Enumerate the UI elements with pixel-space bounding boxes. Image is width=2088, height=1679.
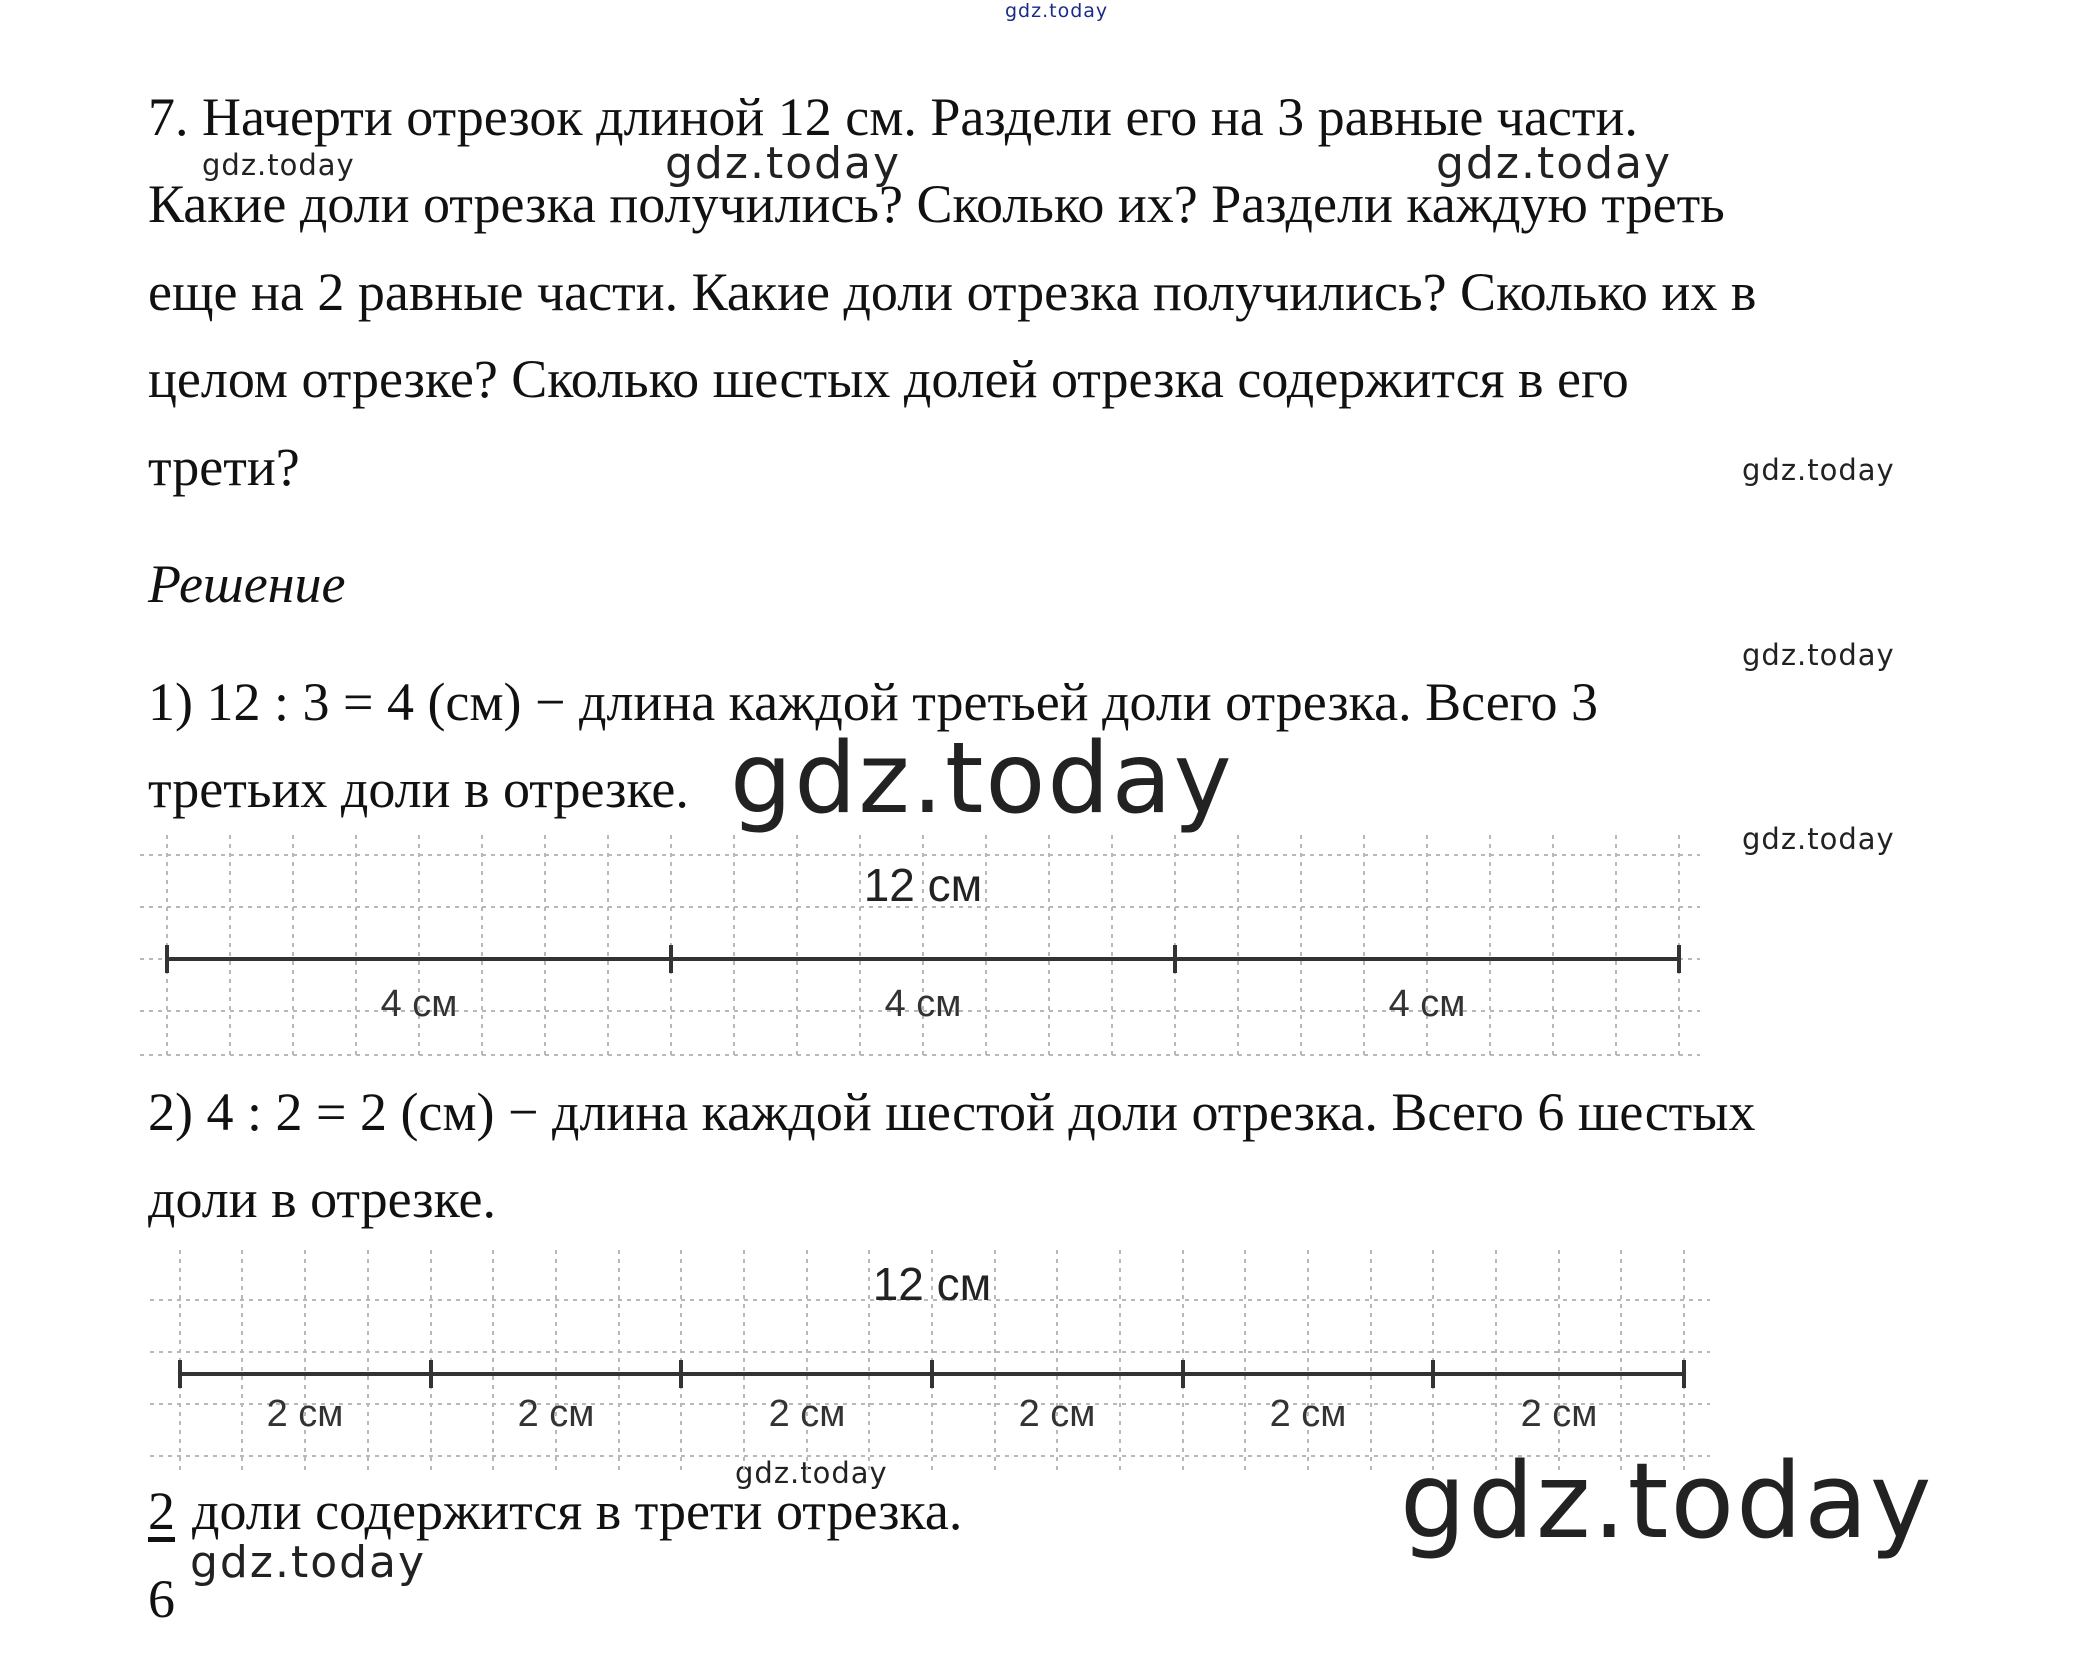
answer-fraction-denominator: 6 <box>148 1569 175 1629</box>
watermark: gdz.today <box>190 1537 427 1588</box>
watermark: gdz.today <box>1436 138 1673 189</box>
part-label: 4 см <box>1388 983 1466 1025</box>
part-label: 4 см <box>380 983 458 1025</box>
step1-line: третьих доли в отрезке. <box>148 759 689 819</box>
part-label: 2 см <box>1269 1393 1347 1435</box>
part-label: 4 см <box>884 983 962 1025</box>
problem-line: еще на 2 равные части. Какие доли отрезка получились? Сколько их в <box>148 262 1757 322</box>
watermark: gdz.today <box>1742 638 1895 672</box>
watermark-large: gdz.today <box>1400 1440 1934 1562</box>
problem-line: 7. Начерти отрезок длиной 12 см. Раздели его на 3 равные части. <box>148 87 1638 147</box>
diagram-sixths <box>150 1250 1710 1475</box>
watermark: gdz.today <box>665 138 902 189</box>
watermark: gdz.today <box>1742 822 1895 856</box>
step2-line: доли в отрезке. <box>148 1169 496 1229</box>
answer-text: доли содержится в трети отрезка. <box>192 1481 963 1541</box>
part-label: 2 см <box>768 1393 846 1435</box>
step2-line: 2) 4 : 2 = 2 (см) − длина каждой шестой доли отрезка. Всего 6 шестых <box>148 1082 1756 1142</box>
part-label: 2 см <box>1018 1393 1096 1435</box>
part-label: 2 см <box>266 1393 344 1435</box>
solution-heading: Решение <box>148 554 346 614</box>
watermark-top: gdz.today <box>1005 0 1109 22</box>
part-label: 2 см <box>517 1393 595 1435</box>
total-length-label: 12 см <box>863 859 983 911</box>
watermark: gdz.today <box>202 148 355 182</box>
part-label: 2 см <box>1520 1393 1598 1435</box>
diagram-thirds <box>140 835 1700 1060</box>
watermark-large: gdz.today <box>730 722 1234 836</box>
watermark: gdz.today <box>1742 453 1895 487</box>
total-length-label: 12 см <box>872 1258 992 1310</box>
step1-line: 1) 12 : 3 = 4 (см) − длина каждой третьей доли отрезка. Всего 3 <box>148 672 1598 732</box>
problem-line: трети? <box>148 437 300 497</box>
answer-fraction-numerator: 2 <box>148 1481 175 1541</box>
watermark: gdz.today <box>735 1456 888 1490</box>
problem-line: целом отрезке? Сколько шестых долей отрезка содержится в его <box>148 349 1629 409</box>
problem-line: Какие доли отрезка получились? Сколько их? Раздели каждую треть <box>148 174 1725 234</box>
